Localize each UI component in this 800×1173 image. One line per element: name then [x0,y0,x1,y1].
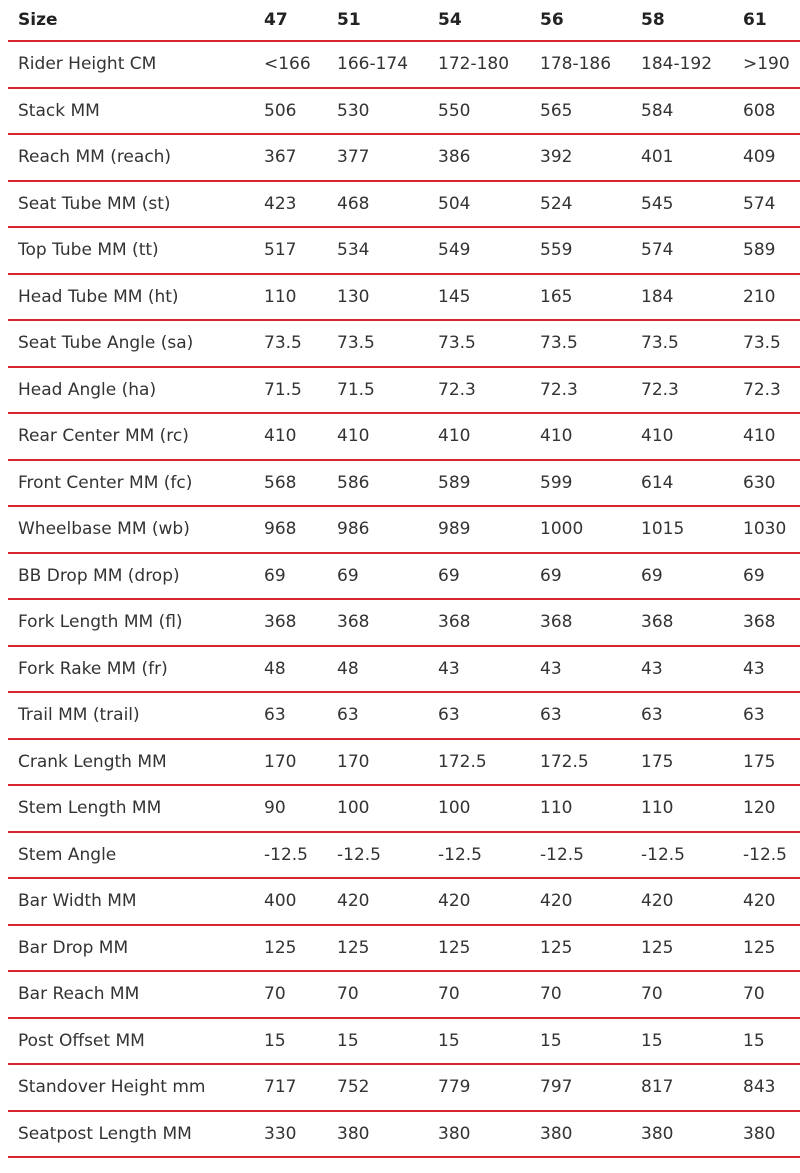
cell-value: 165 [530,274,631,321]
cell-value: 100 [327,785,428,832]
cell-value: 401 [631,134,733,181]
cell-value: 368 [631,599,733,646]
table-row [8,41,800,88]
cell-value: -12.5 [327,832,428,879]
column-header-size-51: 51 [327,0,428,41]
row-label: Head Angle (ha) [8,367,254,414]
geometry-table [8,0,800,1158]
cell-value: 1030 [733,506,800,553]
column-header-size-47: 47 [254,0,327,41]
cell-value: 63 [254,692,327,739]
cell-value: 110 [254,274,327,321]
row-label: Stack MM [8,88,254,135]
cell-value: 73.5 [327,320,428,367]
cell-value: 73.5 [254,320,327,367]
cell-value: 69 [631,553,733,600]
cell-value: 409 [733,134,800,181]
cell-value: 599 [530,460,631,507]
row-label: Seatpost Length MM [8,1111,254,1158]
table-row [8,599,800,646]
cell-value: 589 [428,460,530,507]
cell-value: 184-192 [631,41,733,88]
cell-value: 125 [530,925,631,972]
cell-value: 15 [733,1018,800,1065]
cell-value: 15 [428,1018,530,1065]
cell-value: 70 [428,971,530,1018]
cell-value: 110 [530,785,631,832]
table-row [8,320,800,367]
cell-value: 110 [631,785,733,832]
cell-value: 574 [631,227,733,274]
cell-value: -12.5 [631,832,733,879]
table-row [8,227,800,274]
row-label: Stem Length MM [8,785,254,832]
cell-value: 69 [733,553,800,600]
cell-value: 410 [428,413,530,460]
table-row [8,1064,800,1111]
cell-value: 550 [428,88,530,135]
cell-value: 15 [327,1018,428,1065]
cell-value: 73.5 [631,320,733,367]
table-row [8,367,800,414]
cell-value: 43 [530,646,631,693]
cell-value: 584 [631,88,733,135]
cell-value: 968 [254,506,327,553]
cell-value: 63 [428,692,530,739]
cell-value: 410 [733,413,800,460]
cell-value: 380 [733,1111,800,1158]
cell-value: 69 [530,553,631,600]
column-header-size: Size [8,0,254,41]
cell-value: 420 [428,878,530,925]
cell-value: 73.5 [428,320,530,367]
cell-value: 72.3 [733,367,800,414]
cell-value: 100 [428,785,530,832]
cell-value: 15 [530,1018,631,1065]
cell-value: 170 [327,739,428,786]
cell-value: 559 [530,227,631,274]
cell-value: 48 [327,646,428,693]
cell-value: 72.3 [530,367,631,414]
cell-value: 410 [327,413,428,460]
cell-value: 63 [530,692,631,739]
table-row [8,88,800,135]
row-label: Stem Angle [8,832,254,879]
cell-value: 90 [254,785,327,832]
cell-value: 175 [733,739,800,786]
table-row [8,274,800,321]
row-label: Head Tube MM (ht) [8,274,254,321]
cell-value: 70 [254,971,327,1018]
cell-value: 420 [631,878,733,925]
cell-value: 145 [428,274,530,321]
cell-value: 166-174 [327,41,428,88]
table-row [8,134,800,181]
cell-value: 368 [327,599,428,646]
cell-value: 70 [327,971,428,1018]
row-label: Standover Height mm [8,1064,254,1111]
cell-value: 125 [733,925,800,972]
row-label: Crank Length MM [8,739,254,786]
cell-value: 172.5 [530,739,631,786]
cell-value: 130 [327,274,428,321]
cell-value: 170 [254,739,327,786]
cell-value: 380 [327,1111,428,1158]
row-label: Reach MM (reach) [8,134,254,181]
cell-value: 779 [428,1064,530,1111]
column-header-size-56: 56 [530,0,631,41]
cell-value: 368 [254,599,327,646]
cell-value: >190 [733,41,800,88]
cell-value: 184 [631,274,733,321]
cell-value: 175 [631,739,733,786]
cell-value: 43 [428,646,530,693]
cell-value: 410 [631,413,733,460]
cell-value: 817 [631,1064,733,1111]
cell-value: 125 [428,925,530,972]
cell-value: 368 [530,599,631,646]
cell-value: 586 [327,460,428,507]
cell-value: 69 [327,553,428,600]
cell-value: 1015 [631,506,733,553]
cell-value: 1000 [530,506,631,553]
cell-value: 989 [428,506,530,553]
cell-value: 70 [530,971,631,1018]
row-label: Fork Rake MM (fr) [8,646,254,693]
cell-value: 380 [530,1111,631,1158]
table-row [8,692,800,739]
cell-value: 423 [254,181,327,228]
cell-value: 534 [327,227,428,274]
cell-value: 797 [530,1064,631,1111]
cell-value: 172-180 [428,41,530,88]
row-label: Bar Reach MM [8,971,254,1018]
cell-value: 72.3 [428,367,530,414]
cell-value: 367 [254,134,327,181]
cell-value: 172.5 [428,739,530,786]
cell-value: 504 [428,181,530,228]
cell-value: 70 [733,971,800,1018]
header-row [8,0,800,41]
cell-value: 574 [733,181,800,228]
cell-value: 468 [327,181,428,228]
cell-value: 125 [254,925,327,972]
table-row [8,506,800,553]
cell-value: 843 [733,1064,800,1111]
cell-value: 368 [733,599,800,646]
table-row [8,1018,800,1065]
row-label: Front Center MM (fc) [8,460,254,507]
row-label: Bar Drop MM [8,925,254,972]
table-row [8,832,800,879]
column-header-size-58: 58 [631,0,733,41]
table-row [8,971,800,1018]
cell-value: 71.5 [327,367,428,414]
cell-value: 73.5 [733,320,800,367]
column-header-size-54: 54 [428,0,530,41]
cell-value: 63 [733,692,800,739]
cell-value: 630 [733,460,800,507]
table-row [8,646,800,693]
cell-value: 380 [631,1111,733,1158]
cell-value: <166 [254,41,327,88]
row-label: Seat Tube Angle (sa) [8,320,254,367]
row-label: Wheelbase MM (wb) [8,506,254,553]
cell-value: 420 [327,878,428,925]
cell-value: 986 [327,506,428,553]
cell-value: 392 [530,134,631,181]
row-label: Rear Center MM (rc) [8,413,254,460]
cell-value: 368 [428,599,530,646]
cell-value: 506 [254,88,327,135]
cell-value: 43 [733,646,800,693]
column-header-size-61: 61 [733,0,800,41]
row-label: Post Offset MM [8,1018,254,1065]
cell-value: 15 [631,1018,733,1065]
table-row [8,460,800,507]
cell-value: -12.5 [428,832,530,879]
table-row [8,878,800,925]
row-label: Rider Height CM [8,41,254,88]
table-row [8,1111,800,1158]
table-row [8,413,800,460]
table-row [8,181,800,228]
cell-value: 210 [733,274,800,321]
cell-value: 125 [631,925,733,972]
cell-value: 549 [428,227,530,274]
cell-value: -12.5 [530,832,631,879]
table-row [8,739,800,786]
cell-value: 43 [631,646,733,693]
row-label: Fork Length MM (fl) [8,599,254,646]
cell-value: 717 [254,1064,327,1111]
cell-value: 400 [254,878,327,925]
cell-value: 380 [428,1111,530,1158]
table-body [8,41,800,1157]
cell-value: 70 [631,971,733,1018]
row-label: Trail MM (trail) [8,692,254,739]
cell-value: 410 [254,413,327,460]
table-row [8,553,800,600]
cell-value: 524 [530,181,631,228]
cell-value: 614 [631,460,733,507]
cell-value: 73.5 [530,320,631,367]
cell-value: 48 [254,646,327,693]
cell-value: 71.5 [254,367,327,414]
cell-value: 377 [327,134,428,181]
cell-value: 386 [428,134,530,181]
cell-value: 15 [254,1018,327,1065]
cell-value: 568 [254,460,327,507]
cell-value: 565 [530,88,631,135]
cell-value: 420 [530,878,631,925]
cell-value: -12.5 [733,832,800,879]
cell-value: 420 [733,878,800,925]
cell-value: 63 [327,692,428,739]
row-label: BB Drop MM (drop) [8,553,254,600]
cell-value: 589 [733,227,800,274]
cell-value: 330 [254,1111,327,1158]
cell-value: 178-186 [530,41,631,88]
table-row [8,785,800,832]
cell-value: 517 [254,227,327,274]
cell-value: 125 [327,925,428,972]
row-label: Seat Tube MM (st) [8,181,254,228]
row-label: Bar Width MM [8,878,254,925]
table-row [8,925,800,972]
row-label: Top Tube MM (tt) [8,227,254,274]
cell-value: 63 [631,692,733,739]
cell-value: 545 [631,181,733,228]
cell-value: 120 [733,785,800,832]
cell-value: 608 [733,88,800,135]
cell-value: -12.5 [254,832,327,879]
cell-value: 69 [254,553,327,600]
cell-value: 410 [530,413,631,460]
cell-value: 752 [327,1064,428,1111]
cell-value: 69 [428,553,530,600]
cell-value: 530 [327,88,428,135]
cell-value: 72.3 [631,367,733,414]
